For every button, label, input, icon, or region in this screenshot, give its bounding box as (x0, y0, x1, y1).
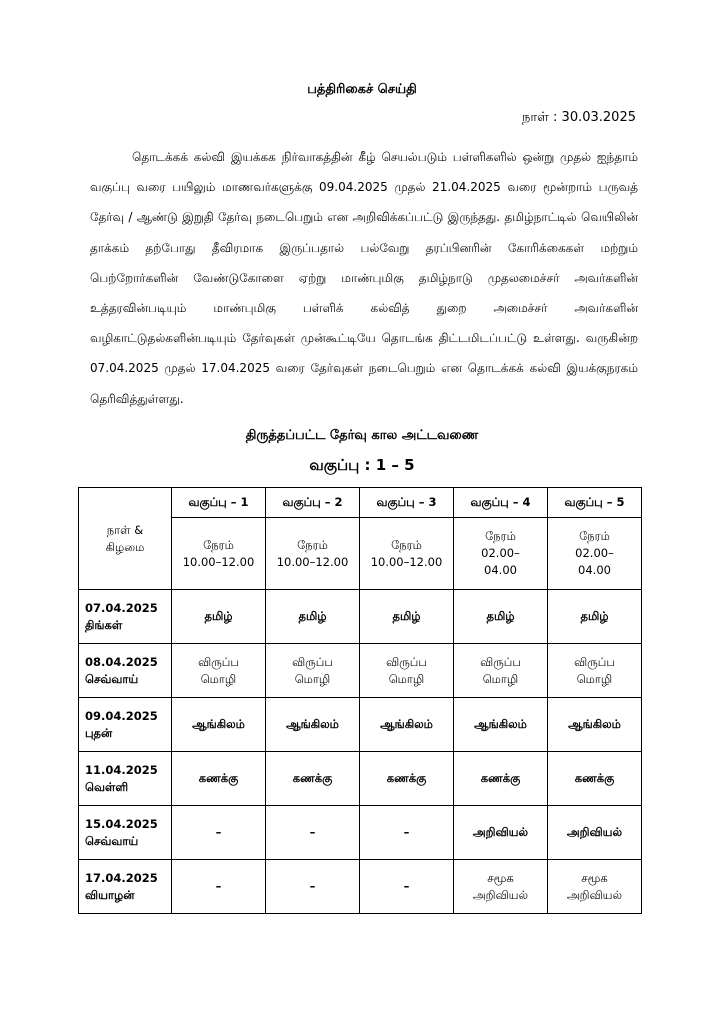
subject-text: அறிவியல் (566, 825, 623, 839)
subject-text: அறிவியல் (472, 887, 529, 902)
subject-cell (454, 752, 548, 806)
subject-cell (266, 590, 360, 644)
time-header-4 (454, 518, 548, 590)
time-label: நேரம் (203, 537, 234, 552)
subject-text: தமிழ் (204, 609, 233, 623)
subject-text: விருப்ப (386, 654, 427, 669)
subject-text: ஆங்கிலம் (286, 717, 339, 731)
body-paragraph: தொடக்கக் கல்வி இயக்கக நிர்வாகத்தின் கீழ் செயல்படும் பள்ளிகளில் ஒன்று முதல் ஐந்தாம் வகுப்பு வரை பயிலும் மாணவர்களுக்கு 09.04.2025 முதல் 21.04.2025 வரை மூன்றாம் பருவத் தேர்வு / ஆண்டு இறுதி தேர்வு நடைபெறும் என அறிவிக்கப்பட்டு இருந்தது. தமிழ்நாட்டில் வெயிலின் தாக்கம் தற்போது தீவிரமாக இருப்பதால் பல்வேறு தரப்பினரின் கோரிக்கைகள் மற்றும் பெற்றோர்களின் வேண்டுகோளை ஏற்று மாண்புமிகு தமிழ்நாடு முதலமைச்சர் அவர்களின் உத்தரவின்படியும் மாண்புமிகு பள்ளிக் கல்வித் துறை அமைச்சர் அவர்களின் வழிகாட்டுதல்களின்படியும் தேர்வுகள் முன்கூட்டியே தொடங்க திட்டமிடப்பட்டு உள்ளது. வருகின்ற 07.04.2025 முதல் 17.04.2025 வரை தேர்வுகள் நடைபெறும் என தொடக்கக் கல்வி இயக்குநரகம் தெரிவித்துள்ளது. (90, 150, 638, 406)
subject-text: ஆங்கிலம் (192, 717, 245, 731)
subject-cell (548, 806, 642, 860)
subject-text: சமூக (581, 870, 608, 885)
schedule-title: திருத்தப்பட்ட தேர்வு கால அட்டவணை (245, 428, 479, 443)
time-label: நேரம் (579, 529, 610, 543)
subject-cell (548, 860, 642, 914)
time-range: 10.00–12.00 (276, 554, 349, 569)
subject-cell (454, 644, 548, 698)
subject-text: விருப்ப (198, 654, 239, 669)
table-row (79, 860, 642, 914)
exam-day: வியாழன் (85, 887, 135, 902)
subject-text: மொழி (200, 671, 237, 686)
class-header-4: வகுப்பு – 4 (454, 488, 548, 518)
document-date: நாள் : 30.03.2025 (522, 110, 636, 125)
subject-text: ஆங்கிலம் (568, 717, 621, 731)
subject-text: கணக்கு (480, 771, 521, 785)
subject-cell (454, 806, 548, 860)
subject-cell (266, 860, 360, 914)
subject-text: – (403, 825, 410, 839)
date-day-cell (79, 698, 172, 752)
subject-cell (360, 860, 454, 914)
subject-text: தமிழ் (298, 609, 327, 623)
subject-text: சமூக (487, 870, 514, 885)
subject-cell (548, 644, 642, 698)
date-day-header: நாள் & கிழமை (79, 488, 172, 590)
time-header-1 (172, 518, 266, 590)
subject-cell (266, 698, 360, 752)
subject-cell (266, 806, 360, 860)
press-release-body (90, 142, 638, 414)
class-header-2: வகுப்பு – 2 (266, 488, 360, 518)
time-range: 10.00–12.00 (370, 554, 443, 569)
exam-day: செவ்வாய் (85, 833, 139, 848)
time-header-2 (266, 518, 360, 590)
exam-date: 07.04.2025 (85, 600, 158, 615)
table-row (79, 806, 642, 860)
subject-text: கணக்கு (292, 771, 333, 785)
date-day-cell (79, 644, 172, 698)
date-day-cell (79, 806, 172, 860)
subject-text: – (403, 879, 410, 893)
time-range: 02.00– (481, 546, 520, 560)
time-header-3 (360, 518, 454, 590)
subject-text: கணக்கு (574, 771, 615, 785)
exam-date: 08.04.2025 (85, 654, 158, 669)
subject-text: விருப்ப (292, 654, 333, 669)
class-header-5: வகுப்பு – 5 (548, 488, 642, 518)
time-label: நேரம் (391, 537, 422, 552)
time-label: நேரம் (297, 537, 328, 552)
subject-text: மொழி (388, 671, 425, 686)
subject-text: தமிழ் (486, 609, 515, 623)
table-row (79, 698, 642, 752)
subject-cell (360, 590, 454, 644)
exam-date: 11.04.2025 (85, 762, 158, 777)
exam-date: 17.04.2025 (85, 870, 158, 885)
time-range: 04.00 (484, 563, 517, 577)
table-row (79, 644, 642, 698)
subject-text: – (215, 879, 222, 893)
exam-day: செவ்வாய் (85, 671, 139, 686)
subject-text: – (309, 825, 316, 839)
subject-cell (172, 752, 266, 806)
subject-text: மொழி (294, 671, 331, 686)
subject-text: கணக்கு (198, 771, 239, 785)
exam-day: திங்கள் (85, 617, 123, 632)
subject-cell (172, 698, 266, 752)
subject-cell (360, 806, 454, 860)
subject-text: – (309, 879, 316, 893)
table-row (79, 752, 642, 806)
subject-cell (454, 590, 548, 644)
date-day-cell (79, 590, 172, 644)
subject-text: மொழி (576, 671, 613, 686)
subject-text: கணக்கு (386, 771, 427, 785)
subject-cell (454, 860, 548, 914)
subject-cell (172, 644, 266, 698)
class-header-3: வகுப்பு – 3 (360, 488, 454, 518)
exam-timetable (78, 487, 642, 914)
subject-text: அறிவியல் (472, 825, 529, 839)
subject-text: ஆங்கிலம் (380, 717, 433, 731)
subject-cell (360, 698, 454, 752)
subject-text: ஆங்கிலம் (474, 717, 527, 731)
subject-cell (548, 698, 642, 752)
time-range: 04.00 (578, 563, 611, 577)
subject-cell (454, 698, 548, 752)
header-row-classes (79, 488, 642, 518)
date-day-cell (79, 752, 172, 806)
exam-date: 15.04.2025 (85, 816, 158, 831)
subject-cell (360, 644, 454, 698)
subject-cell (266, 644, 360, 698)
subject-text: – (215, 825, 222, 839)
class-header-1: வகுப்பு – 1 (172, 488, 266, 518)
time-range: 02.00– (575, 546, 614, 560)
time-label: நேரம் (485, 529, 516, 543)
exam-day: புதன் (85, 725, 113, 740)
table-row (79, 590, 642, 644)
subject-text: விருப்ப (574, 654, 615, 669)
subject-text: விருப்ப (480, 654, 521, 669)
subject-text: அறிவியல் (566, 887, 623, 902)
subject-text: மொழி (482, 671, 519, 686)
date-day-cell (79, 860, 172, 914)
subject-text: தமிழ் (392, 609, 421, 623)
time-header-5 (548, 518, 642, 590)
exam-day: வெள்ளி (85, 779, 129, 794)
subject-cell (266, 752, 360, 806)
subject-cell (548, 590, 642, 644)
subject-cell (548, 752, 642, 806)
class-range: வகுப்பு : 1 – 5 (309, 456, 415, 474)
exam-date: 09.04.2025 (85, 708, 158, 723)
subject-cell (172, 860, 266, 914)
subject-text: தமிழ் (580, 609, 609, 623)
subject-cell (172, 806, 266, 860)
time-range: 10.00–12.00 (182, 554, 255, 569)
subject-cell (172, 590, 266, 644)
subject-cell (360, 752, 454, 806)
page-title: பத்திரிகைச் செய்தி (307, 82, 417, 97)
